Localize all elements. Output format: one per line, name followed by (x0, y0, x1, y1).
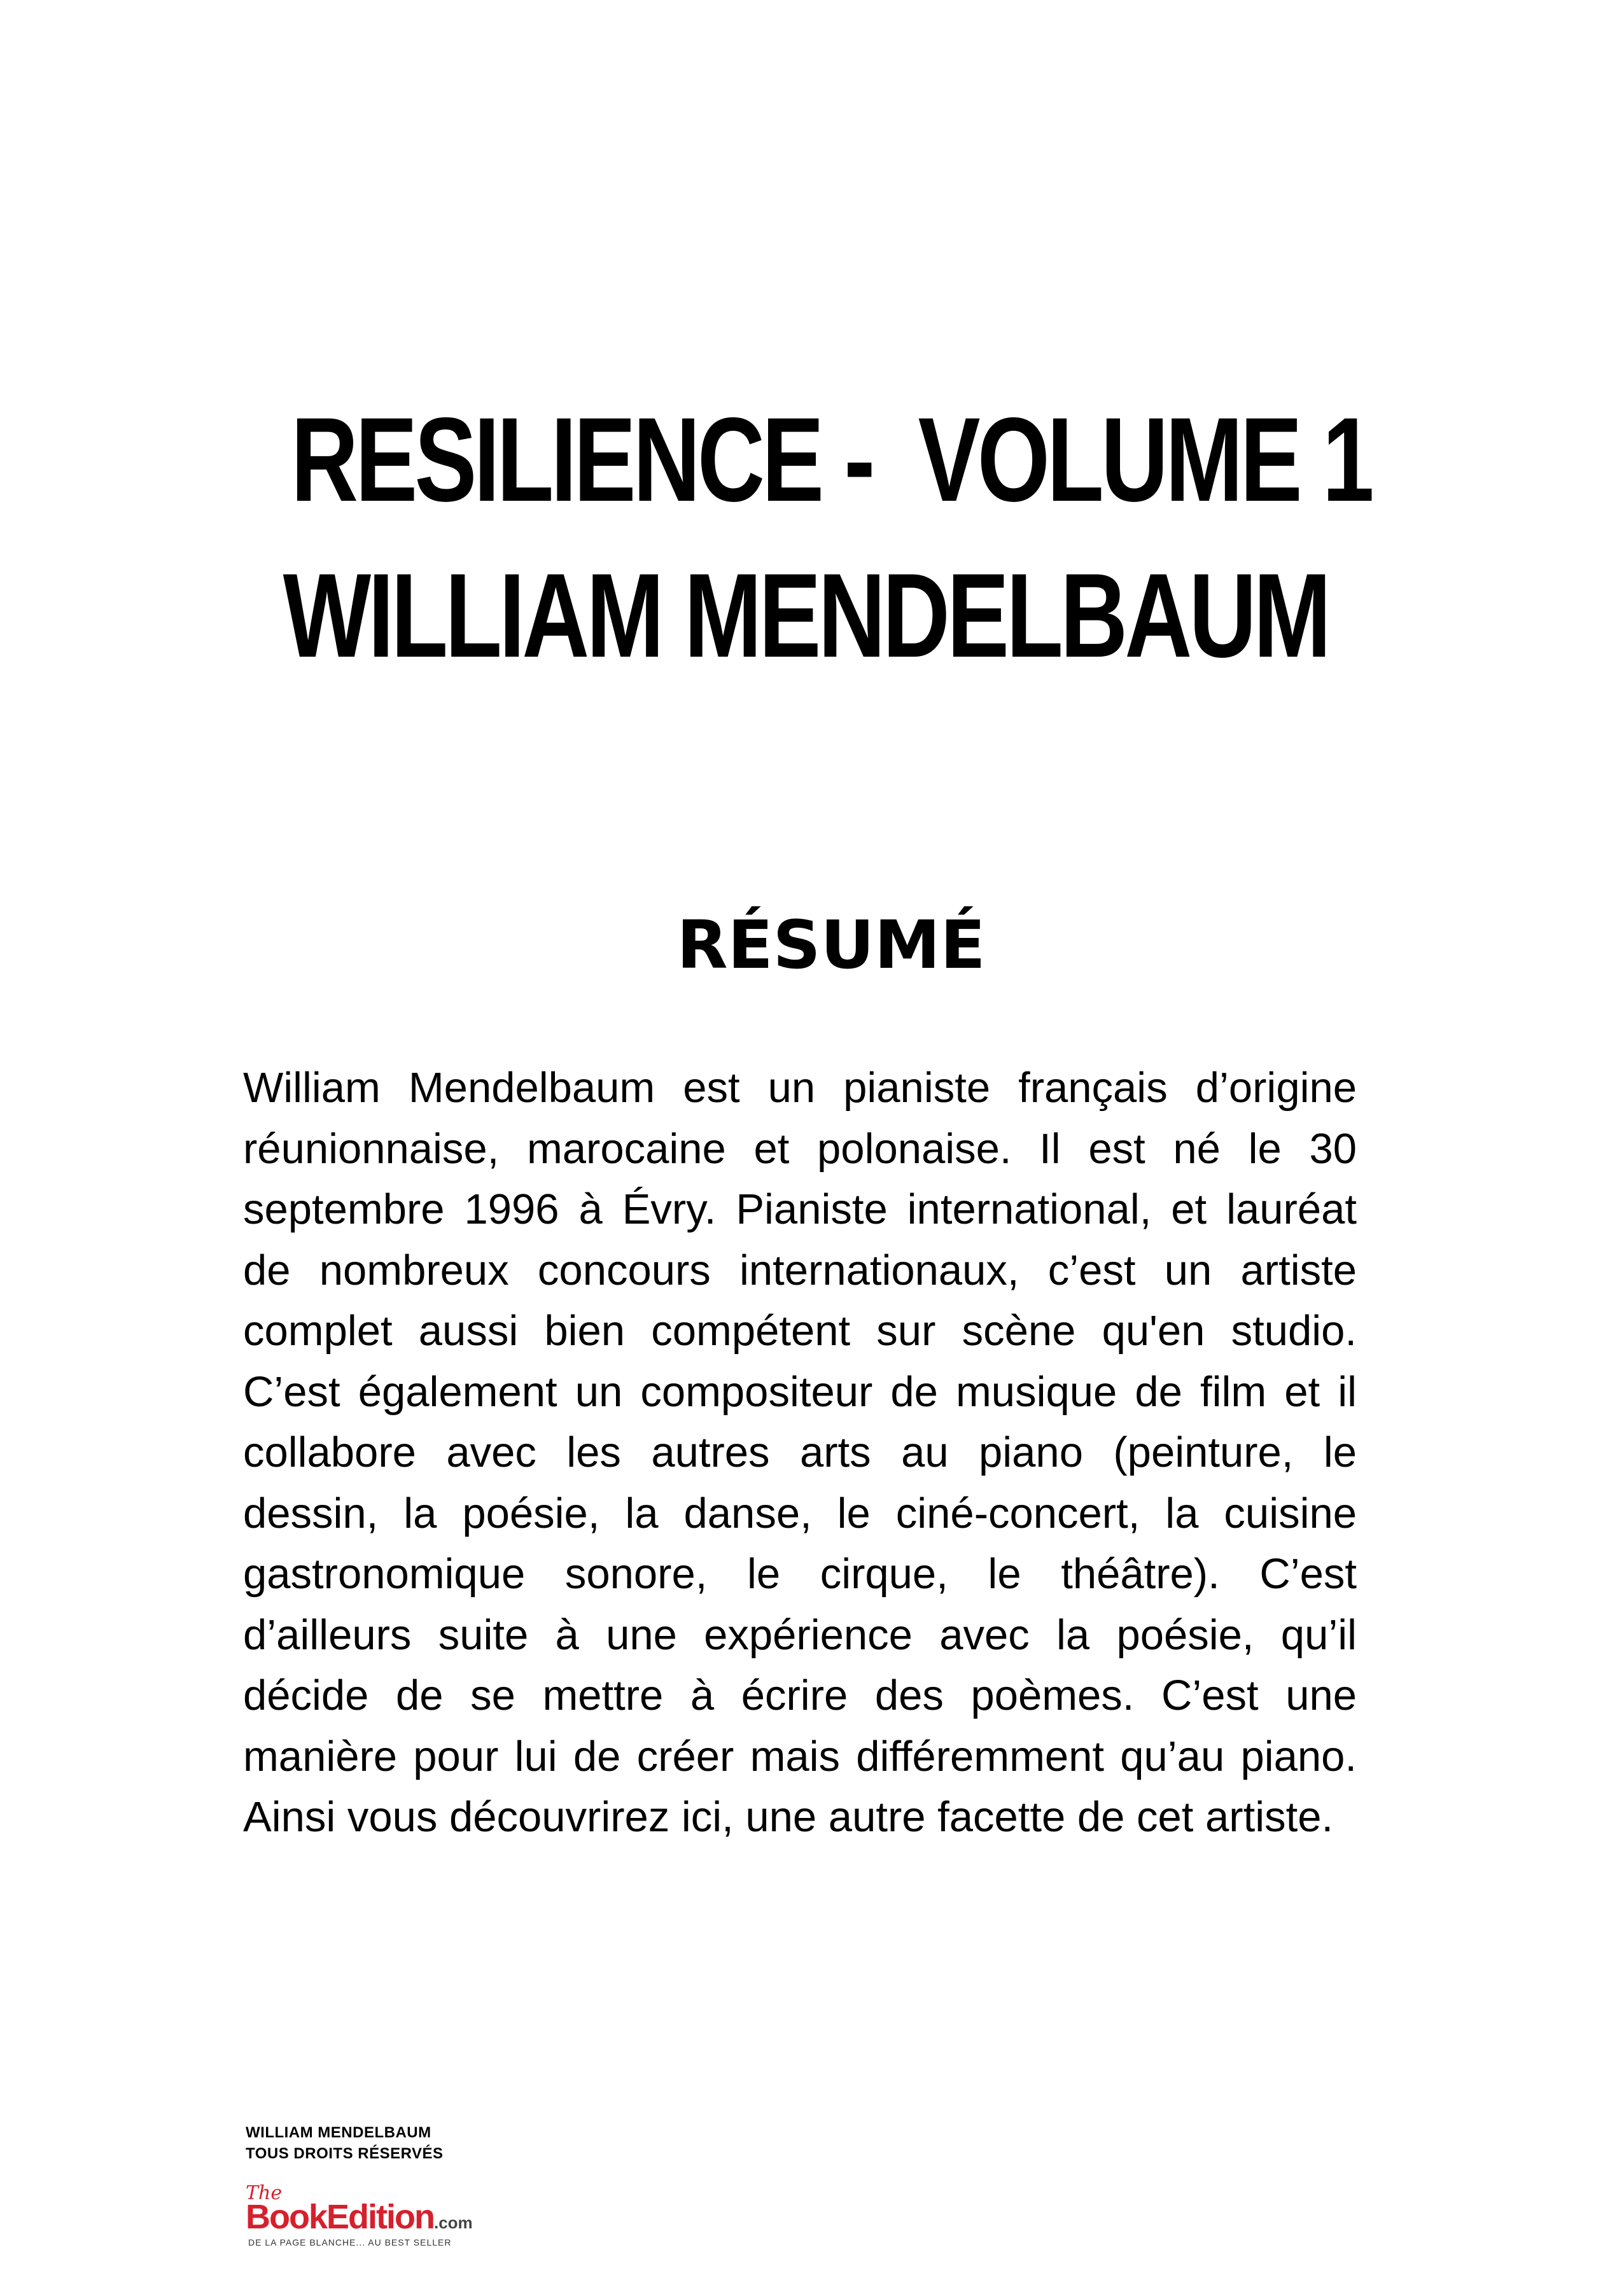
summary-heading: RÉSUMÉ (676, 906, 986, 984)
book-title (0, 382, 1624, 694)
logo-the-text: The (246, 2182, 283, 2204)
logo-tagline: DE LA PAGE BLANCHE... AU BEST SELLER (248, 2237, 452, 2247)
bookedition-logo (246, 2184, 500, 2260)
footer-author: WILLIAM MENDELBAUM (246, 2124, 431, 2141)
logo-brand-text: BookEdition (246, 2198, 434, 2236)
logo-dotcom-text: .com (433, 2213, 473, 2232)
summary-paragraph: William Mendelbaum est un pianiste français d’origine réunionnaise, marocaine et polonaise. Il est né le 30 septembre 1996 à Évry. Pianiste international, et lauréat de nombreux concours internationaux, c’est un artiste complet aussi bien compétent sur scène qu'en studio. C’est également un compositeur de musique de film et il collabore avec les autres arts au piano (peinture, le dessin, la poésie, la danse, le ciné-concert, la cuisine gastronomique sonore, le cirque, le théâtre). C’est d’ailleurs suite à une expérience avec la poésie, qu’il décide de se mettre à écrire des poèmes. C’est une manière pour lui de créer mais différemment qu’au piano. Ainsi vous découvrirez ici, une autre facette de cet artiste. (243, 1064, 1357, 1841)
footer-rights: TOUS DROITS RÉSERVÉS (246, 2145, 444, 2162)
footer-credits (246, 2122, 627, 2164)
logo-brand (246, 2199, 473, 2240)
title-line-2: WILLIAM MENDELBAUM (283, 549, 1329, 682)
title-line-1: RESILIENCE - VOLUME 1 (291, 393, 1371, 526)
